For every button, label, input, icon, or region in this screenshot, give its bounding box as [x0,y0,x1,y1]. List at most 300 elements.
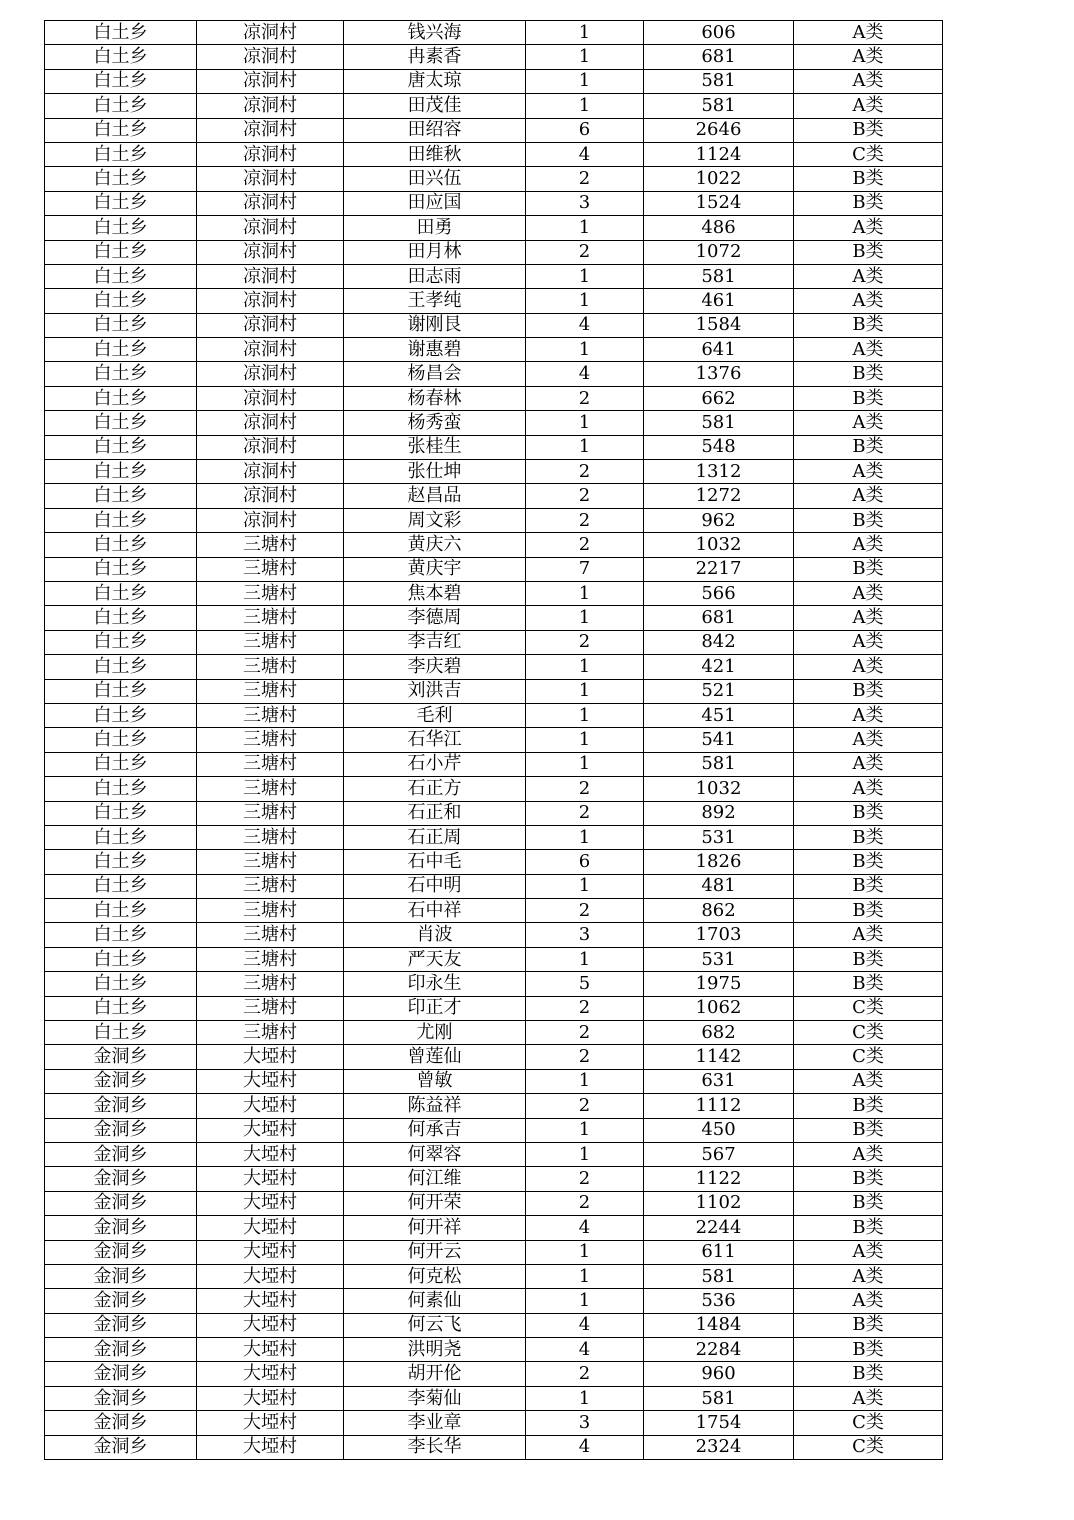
township-cell: 白土乡 [45,21,197,45]
name-cell: 张桂生 [344,435,526,459]
household-size-cell: 1 [526,1289,644,1313]
table-row [45,557,943,581]
amount-cell: 541 [644,728,794,752]
amount-cell: 1975 [644,972,794,996]
township-cell: 白土乡 [45,45,197,69]
township-cell: 白土乡 [45,69,197,93]
category-cell: B类 [794,240,943,264]
category-cell: A类 [794,752,943,776]
township-cell: 白土乡 [45,703,197,727]
township-cell: 金洞乡 [45,1435,197,1459]
amount-cell: 1124 [644,142,794,166]
amount-cell: 581 [644,411,794,435]
table-row [45,1240,943,1264]
household-size-cell: 3 [526,923,644,947]
township-cell: 白土乡 [45,533,197,557]
table-row [45,435,943,459]
household-size-cell: 7 [526,557,644,581]
category-cell: A类 [794,411,943,435]
village-cell: 凉洞村 [197,69,344,93]
category-cell: B类 [794,557,943,581]
name-cell: 严天友 [344,947,526,971]
category-cell: A类 [794,630,943,654]
table-row [45,630,943,654]
village-cell: 凉洞村 [197,94,344,118]
village-cell: 大埡村 [197,1216,344,1240]
amount-cell: 1122 [644,1167,794,1191]
household-size-cell: 1 [526,1142,644,1166]
category-cell: A类 [794,533,943,557]
name-cell: 周文彩 [344,508,526,532]
household-size-cell: 2 [526,1045,644,1069]
amount-cell: 842 [644,630,794,654]
category-cell: B类 [794,899,943,923]
village-cell: 大埡村 [197,1362,344,1386]
name-cell: 洪明尧 [344,1338,526,1362]
name-cell: 田勇 [344,216,526,240]
name-cell: 何开荣 [344,1191,526,1215]
village-cell: 凉洞村 [197,45,344,69]
household-size-cell: 1 [526,45,644,69]
township-cell: 白土乡 [45,972,197,996]
table-row [45,264,943,288]
household-size-cell: 4 [526,1313,644,1337]
table-row [45,1167,943,1191]
category-cell: B类 [794,947,943,971]
category-cell: A类 [794,1069,943,1093]
village-cell: 大埡村 [197,1118,344,1142]
category-cell: B类 [794,386,943,410]
village-cell: 大埡村 [197,1094,344,1118]
household-size-cell: 1 [526,338,644,362]
amount-cell: 1826 [644,850,794,874]
table-row [45,874,943,898]
township-cell: 白土乡 [45,679,197,703]
village-cell: 三塘村 [197,655,344,679]
household-size-cell: 1 [526,606,644,630]
name-cell: 石中毛 [344,850,526,874]
household-size-cell: 5 [526,972,644,996]
amount-cell: 451 [644,703,794,727]
table-row [45,411,943,435]
village-cell: 三塘村 [197,801,344,825]
amount-cell: 681 [644,606,794,630]
amount-cell: 892 [644,801,794,825]
household-size-cell: 1 [526,703,644,727]
name-cell: 何承吉 [344,1118,526,1142]
name-cell: 田应国 [344,191,526,215]
township-cell: 金洞乡 [45,1069,197,1093]
name-cell: 何开祥 [344,1216,526,1240]
name-cell: 田维秋 [344,142,526,166]
amount-cell: 531 [644,825,794,849]
township-cell: 白土乡 [45,484,197,508]
household-size-cell: 1 [526,1069,644,1093]
township-cell: 金洞乡 [45,1313,197,1337]
village-cell: 凉洞村 [197,362,344,386]
name-cell: 何江维 [344,1167,526,1191]
category-cell: B类 [794,362,943,386]
category-cell: A类 [794,703,943,727]
table-row [45,167,943,191]
township-cell: 白土乡 [45,606,197,630]
township-cell: 白土乡 [45,94,197,118]
village-cell: 凉洞村 [197,240,344,264]
name-cell: 李菊仙 [344,1386,526,1410]
village-cell: 凉洞村 [197,386,344,410]
category-cell: B类 [794,825,943,849]
township-cell: 白土乡 [45,557,197,581]
name-cell: 杨秀蛮 [344,411,526,435]
household-size-cell: 4 [526,1435,644,1459]
township-cell: 白土乡 [45,630,197,654]
table-row [45,728,943,752]
name-cell: 曾敏 [344,1069,526,1093]
table-row [45,484,943,508]
township-cell: 白土乡 [45,777,197,801]
township-cell: 白土乡 [45,581,197,605]
township-cell: 白土乡 [45,338,197,362]
village-cell: 凉洞村 [197,338,344,362]
category-cell: A类 [794,1264,943,1288]
household-size-cell: 2 [526,996,644,1020]
household-size-cell: 1 [526,94,644,118]
township-cell: 金洞乡 [45,1216,197,1240]
household-size-cell: 3 [526,1411,644,1435]
table-row [45,679,943,703]
village-cell: 凉洞村 [197,118,344,142]
category-cell: B类 [794,508,943,532]
category-cell: A类 [794,655,943,679]
household-size-cell: 1 [526,1264,644,1288]
table-row [45,1094,943,1118]
township-cell: 白土乡 [45,850,197,874]
table-row [45,94,943,118]
amount-cell: 1022 [644,167,794,191]
township-cell: 白土乡 [45,655,197,679]
amount-cell: 606 [644,21,794,45]
table-row [45,386,943,410]
category-cell: C类 [794,1021,943,1045]
village-cell: 凉洞村 [197,167,344,191]
category-cell: A类 [794,1289,943,1313]
category-cell: B类 [794,1338,943,1362]
village-cell: 三塘村 [197,777,344,801]
household-size-cell: 2 [526,1021,644,1045]
amount-cell: 631 [644,1069,794,1093]
name-cell: 黄庆宇 [344,557,526,581]
category-cell: C类 [794,1411,943,1435]
category-cell: A类 [794,69,943,93]
table-row [45,777,943,801]
table-row [45,240,943,264]
table-row [45,1191,943,1215]
household-size-cell: 1 [526,728,644,752]
township-cell: 白土乡 [45,264,197,288]
category-cell: B类 [794,1167,943,1191]
table-row [45,191,943,215]
household-size-cell: 1 [526,679,644,703]
name-cell: 何素仙 [344,1289,526,1313]
village-cell: 三塘村 [197,606,344,630]
township-cell: 白土乡 [45,801,197,825]
township-cell: 金洞乡 [45,1240,197,1264]
amount-cell: 486 [644,216,794,240]
household-size-cell: 1 [526,264,644,288]
household-size-cell: 2 [526,240,644,264]
category-cell: B类 [794,1362,943,1386]
amount-cell: 681 [644,45,794,69]
category-cell: A类 [794,460,943,484]
household-size-cell: 1 [526,435,644,459]
table-row [45,972,943,996]
amount-cell: 581 [644,1264,794,1288]
amount-cell: 531 [644,947,794,971]
category-cell: A类 [794,484,943,508]
township-cell: 金洞乡 [45,1191,197,1215]
table-row [45,899,943,923]
name-cell: 石中明 [344,874,526,898]
village-cell: 三塘村 [197,533,344,557]
table-row [45,1216,943,1240]
household-size-cell: 1 [526,947,644,971]
village-cell: 三塘村 [197,1021,344,1045]
name-cell: 王孝纯 [344,289,526,313]
township-cell: 白土乡 [45,947,197,971]
household-size-cell: 1 [526,825,644,849]
amount-cell: 421 [644,655,794,679]
name-cell: 毛利 [344,703,526,727]
table-row [45,581,943,605]
township-cell: 白土乡 [45,874,197,898]
roster-table [44,20,943,1460]
township-cell: 金洞乡 [45,1142,197,1166]
table-row [45,1142,943,1166]
name-cell: 田月林 [344,240,526,264]
household-size-cell: 1 [526,289,644,313]
village-cell: 凉洞村 [197,435,344,459]
table-row [45,460,943,484]
category-cell: C类 [794,1435,943,1459]
table-row [45,508,943,532]
table-row [45,923,943,947]
village-cell: 大埡村 [197,1338,344,1362]
name-cell: 石华江 [344,728,526,752]
amount-cell: 1072 [644,240,794,264]
name-cell: 石正方 [344,777,526,801]
household-size-cell: 1 [526,752,644,776]
township-cell: 金洞乡 [45,1094,197,1118]
amount-cell: 581 [644,94,794,118]
category-cell: B类 [794,191,943,215]
name-cell: 黄庆六 [344,533,526,557]
amount-cell: 581 [644,752,794,776]
amount-cell: 611 [644,1240,794,1264]
household-size-cell: 2 [526,1362,644,1386]
household-size-cell: 1 [526,411,644,435]
table-row [45,1313,943,1337]
household-size-cell: 2 [526,1167,644,1191]
table-row [45,996,943,1020]
amount-cell: 581 [644,1386,794,1410]
township-cell: 白土乡 [45,386,197,410]
name-cell: 李长华 [344,1435,526,1459]
village-cell: 三塘村 [197,825,344,849]
amount-cell: 581 [644,264,794,288]
category-cell: C类 [794,1045,943,1069]
category-cell: B类 [794,1118,943,1142]
household-size-cell: 1 [526,69,644,93]
township-cell: 金洞乡 [45,1386,197,1410]
category-cell: A类 [794,606,943,630]
township-cell: 白土乡 [45,118,197,142]
amount-cell: 1272 [644,484,794,508]
township-cell: 金洞乡 [45,1289,197,1313]
village-cell: 凉洞村 [197,460,344,484]
village-cell: 三塘村 [197,874,344,898]
name-cell: 曾莲仙 [344,1045,526,1069]
amount-cell: 2284 [644,1338,794,1362]
name-cell: 田兴伍 [344,167,526,191]
table-row [45,338,943,362]
table-row [45,1411,943,1435]
household-size-cell: 2 [526,899,644,923]
household-size-cell: 1 [526,874,644,898]
name-cell: 李德周 [344,606,526,630]
name-cell: 张仕坤 [344,460,526,484]
amount-cell: 2217 [644,557,794,581]
table-row [45,1045,943,1069]
name-cell: 李吉红 [344,630,526,654]
village-cell: 三塘村 [197,581,344,605]
name-cell: 何克松 [344,1264,526,1288]
table-row [45,142,943,166]
category-cell: A类 [794,289,943,313]
household-size-cell: 1 [526,21,644,45]
village-cell: 凉洞村 [197,484,344,508]
name-cell: 钱兴海 [344,21,526,45]
household-size-cell: 1 [526,1118,644,1142]
name-cell: 焦本碧 [344,581,526,605]
name-cell: 杨春林 [344,386,526,410]
village-cell: 大埡村 [197,1435,344,1459]
township-cell: 白土乡 [45,240,197,264]
village-cell: 三塘村 [197,752,344,776]
category-cell: B类 [794,679,943,703]
township-cell: 白土乡 [45,142,197,166]
township-cell: 白土乡 [45,752,197,776]
village-cell: 大埡村 [197,1411,344,1435]
village-cell: 三塘村 [197,972,344,996]
amount-cell: 450 [644,1118,794,1142]
village-cell: 三塘村 [197,923,344,947]
household-size-cell: 4 [526,1338,644,1362]
amount-cell: 962 [644,508,794,532]
name-cell: 印正才 [344,996,526,1020]
name-cell: 尤刚 [344,1021,526,1045]
category-cell: B类 [794,1094,943,1118]
roster-table-body [45,21,943,1460]
township-cell: 白土乡 [45,899,197,923]
township-cell: 白土乡 [45,728,197,752]
village-cell: 大埡村 [197,1264,344,1288]
township-cell: 白土乡 [45,191,197,215]
table-row [45,533,943,557]
amount-cell: 2324 [644,1435,794,1459]
village-cell: 三塘村 [197,557,344,581]
village-cell: 三塘村 [197,947,344,971]
table-row [45,289,943,313]
township-cell: 白土乡 [45,167,197,191]
village-cell: 凉洞村 [197,216,344,240]
table-row [45,801,943,825]
household-size-cell: 6 [526,850,644,874]
category-cell: A类 [794,94,943,118]
household-size-cell: 1 [526,1240,644,1264]
amount-cell: 1142 [644,1045,794,1069]
household-size-cell: 1 [526,1386,644,1410]
category-cell: A类 [794,1240,943,1264]
household-size-cell: 2 [526,460,644,484]
table-row [45,1435,943,1459]
category-cell: B类 [794,801,943,825]
amount-cell: 521 [644,679,794,703]
village-cell: 大埡村 [197,1142,344,1166]
category-cell: B类 [794,435,943,459]
category-cell: B类 [794,1313,943,1337]
household-size-cell: 6 [526,118,644,142]
table-row [45,606,943,630]
category-cell: C类 [794,996,943,1020]
table-row [45,752,943,776]
table-row [45,1021,943,1045]
amount-cell: 1754 [644,1411,794,1435]
amount-cell: 862 [644,899,794,923]
township-cell: 金洞乡 [45,1362,197,1386]
table-row [45,69,943,93]
household-size-cell: 2 [526,508,644,532]
table-row [45,1338,943,1362]
village-cell: 三塘村 [197,850,344,874]
household-size-cell: 2 [526,1191,644,1215]
township-cell: 白土乡 [45,508,197,532]
amount-cell: 1112 [644,1094,794,1118]
category-cell: B类 [794,1191,943,1215]
table-row [45,45,943,69]
category-cell: B类 [794,874,943,898]
township-cell: 金洞乡 [45,1167,197,1191]
name-cell: 唐太琼 [344,69,526,93]
household-size-cell: 2 [526,1094,644,1118]
roster-sheet [44,20,942,1460]
township-cell: 金洞乡 [45,1045,197,1069]
category-cell: A类 [794,216,943,240]
amount-cell: 536 [644,1289,794,1313]
household-size-cell: 2 [526,484,644,508]
household-size-cell: 1 [526,655,644,679]
table-row [45,850,943,874]
name-cell: 谢刚艮 [344,313,526,337]
township-cell: 白土乡 [45,313,197,337]
name-cell: 何云飞 [344,1313,526,1337]
table-row [45,216,943,240]
name-cell: 石正周 [344,825,526,849]
household-size-cell: 2 [526,533,644,557]
amount-cell: 662 [644,386,794,410]
household-size-cell: 2 [526,167,644,191]
village-cell: 凉洞村 [197,411,344,435]
amount-cell: 581 [644,69,794,93]
